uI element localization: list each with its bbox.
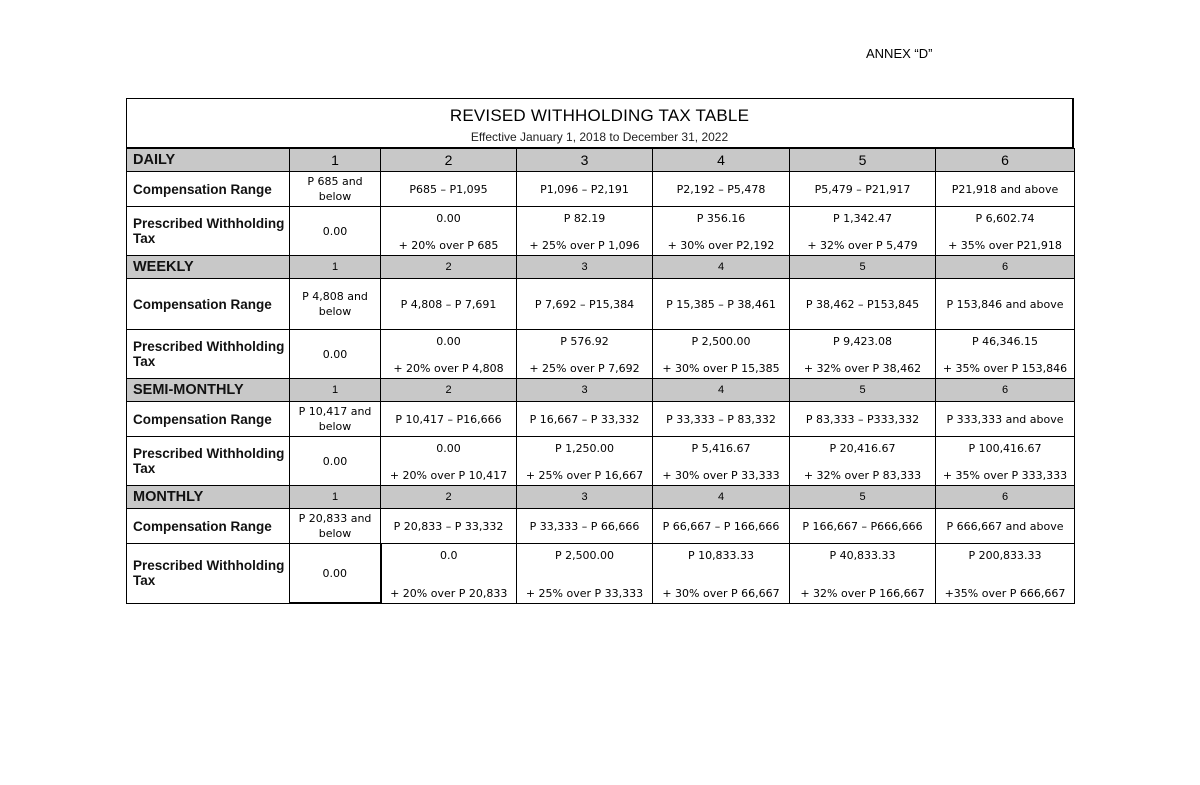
section-header-weekly <box>127 256 1075 279</box>
compensation-range-label: Compensation Range <box>127 509 290 544</box>
tax-rate-over: + 30% over P 33,333 <box>662 469 780 482</box>
compensation-range-cell: P5,479 – P21,917 <box>790 172 936 207</box>
tax-base-amount: 0.00 <box>436 442 461 455</box>
section-header-monthly <box>127 486 1075 509</box>
prescribed-tax-cell <box>381 330 517 379</box>
column-number: 2 <box>381 486 517 509</box>
tax-rate-over: + 25% over P 16,667 <box>525 469 644 482</box>
prescribed-tax-cell <box>517 207 653 256</box>
compensation-range-cell: P 7,692 – P15,384 <box>517 279 653 330</box>
compensation-range-cell: P 333,333 and above <box>936 402 1075 437</box>
prescribed-tax-cell <box>936 207 1075 256</box>
column-number: 1 <box>290 379 381 402</box>
tax-rate-over: + 32% over P 5,479 <box>807 239 918 252</box>
column-number: 4 <box>653 256 790 279</box>
compensation-range-cell: P 83,333 – P333,332 <box>790 402 936 437</box>
prescribed-tax-row <box>127 544 1075 604</box>
compensation-range-label: Compensation Range <box>127 279 290 330</box>
prescribed-tax-cell <box>936 330 1075 379</box>
tax-base-amount: P 1,250.00 <box>554 442 615 455</box>
prescribed-tax-cell: 0.00 <box>290 437 381 486</box>
tax-base-amount: P 9,423.08 <box>832 335 893 348</box>
tax-base-amount: 0.00 <box>436 212 461 225</box>
compensation-range-cell: P 15,385 – P 38,461 <box>653 279 790 330</box>
column-number: 4 <box>653 149 790 172</box>
tax-rate-over: + 30% over P2,192 <box>667 239 775 252</box>
compensation-range-row <box>127 402 1075 437</box>
prescribed-tax-cell <box>517 437 653 486</box>
compensation-range-cell: P2,192 – P5,478 <box>653 172 790 207</box>
tax-base-amount: P 40,833.33 <box>829 549 896 562</box>
prescribed-tax-cell <box>381 544 517 604</box>
column-number: 3 <box>517 149 653 172</box>
column-number: 1 <box>290 486 381 509</box>
tax-rate-over: + 35% over P21,918 <box>948 239 1062 252</box>
section-header-daily <box>127 149 1075 172</box>
column-number: 2 <box>381 149 517 172</box>
tax-base-amount: P 2,500.00 <box>691 335 751 348</box>
section-name: WEEKLY <box>127 256 290 279</box>
tax-rate-over: + 20% over P 10,417 <box>389 469 508 482</box>
tax-rate-over: + 32% over P 38,462 <box>803 362 922 375</box>
tax-rate-over: + 20% over P 685 <box>398 239 499 252</box>
tax-base-amount: P 20,416.67 <box>829 442 896 455</box>
tax-rate-over: + 20% over P 20,833 <box>390 586 508 600</box>
column-number: 5 <box>790 486 936 509</box>
section-name: DAILY <box>127 149 290 172</box>
prescribed-tax-cell <box>653 330 790 379</box>
compensation-range-cell: P 4,808 – P 7,691 <box>381 279 517 330</box>
column-number: 1 <box>290 149 381 172</box>
compensation-range-cell: P 666,667 and above <box>936 509 1075 544</box>
prescribed-tax-cell: 0.00 <box>290 330 381 379</box>
tax-rate-over: +35% over P 666,667 <box>944 586 1066 600</box>
compensation-range-cell: P 166,667 – P666,666 <box>790 509 936 544</box>
compensation-range-cell: P 685 and below <box>290 172 381 207</box>
tax-base-amount: P 5,416.67 <box>691 442 751 455</box>
tax-grid <box>126 148 1075 604</box>
annex-label: ANNEX “D” <box>866 46 933 61</box>
compensation-range-cell: P 10,417 and below <box>290 402 381 437</box>
prescribed-tax-label: Prescribed Withholding Tax <box>127 437 290 486</box>
column-number: 4 <box>653 379 790 402</box>
prescribed-tax-cell <box>790 544 936 604</box>
tax-rate-over: + 35% over P 333,333 <box>942 469 1068 482</box>
tax-base-amount: P 1,342.47 <box>832 212 893 225</box>
column-number: 5 <box>790 256 936 279</box>
table-title-box <box>126 98 1074 148</box>
prescribed-tax-cell <box>936 437 1075 486</box>
tax-rate-over: + 25% over P 33,333 <box>525 586 644 600</box>
column-number: 2 <box>381 379 517 402</box>
column-number: 3 <box>517 486 653 509</box>
prescribed-tax-cell <box>381 437 517 486</box>
compensation-range-label: Compensation Range <box>127 172 290 207</box>
prescribed-tax-cell <box>381 207 517 256</box>
tax-rate-over: + 25% over P 7,692 <box>529 362 640 375</box>
column-number: 2 <box>381 256 517 279</box>
compensation-range-cell: P1,096 – P2,191 <box>517 172 653 207</box>
prescribed-tax-cell <box>790 207 936 256</box>
withholding-tax-table <box>126 98 1074 604</box>
column-number: 1 <box>290 256 381 279</box>
prescribed-tax-cell <box>936 544 1075 604</box>
column-number: 6 <box>936 486 1075 509</box>
prescribed-tax-cell <box>653 207 790 256</box>
column-number: 6 <box>936 256 1075 279</box>
compensation-range-cell: P 33,333 – P 83,332 <box>653 402 790 437</box>
compensation-range-row <box>127 172 1075 207</box>
table-subtitle: Effective January 1, 2018 to December 31, 2022 <box>470 130 729 144</box>
column-number: 3 <box>517 256 653 279</box>
prescribed-tax-cell <box>653 437 790 486</box>
compensation-range-row <box>127 509 1075 544</box>
tax-base-amount: P 200,833.33 <box>968 549 1042 562</box>
prescribed-tax-cell <box>517 330 653 379</box>
section-name: SEMI-MONTHLY <box>127 379 290 402</box>
compensation-range-cell: P 66,667 – P 166,666 <box>653 509 790 544</box>
prescribed-tax-label: Prescribed Withholding Tax <box>127 207 290 256</box>
tax-rate-over: + 32% over P 166,667 <box>800 586 925 600</box>
prescribed-tax-label: Prescribed Withholding Tax <box>127 330 290 379</box>
prescribed-tax-label: Prescribed Withholding Tax <box>127 544 290 604</box>
prescribed-tax-row <box>127 207 1075 256</box>
tax-rate-over: + 20% over P 4,808 <box>393 362 504 375</box>
tax-rate-over: + 30% over P 15,385 <box>662 362 780 375</box>
tax-base-amount: P 356.16 <box>696 212 746 225</box>
section-name: MONTHLY <box>127 486 290 509</box>
compensation-range-cell: P 38,462 – P153,845 <box>790 279 936 330</box>
prescribed-tax-cell <box>790 437 936 486</box>
compensation-range-cell: P 4,808 and below <box>290 279 381 330</box>
tax-base-amount: P 6,602.74 <box>975 212 1035 225</box>
prescribed-tax-cell: 0.00 <box>290 207 381 256</box>
table-title: REVISED WITHHOLDING TAX TABLE <box>449 106 750 125</box>
compensation-range-label: Compensation Range <box>127 402 290 437</box>
column-number: 5 <box>790 379 936 402</box>
column-number: 5 <box>790 149 936 172</box>
tax-base-amount: P 2,500.00 <box>554 549 615 562</box>
column-number: 3 <box>517 379 653 402</box>
compensation-range-cell: P 33,333 – P 66,666 <box>517 509 653 544</box>
tax-base-amount: P 82.19 <box>563 212 606 225</box>
column-number: 6 <box>936 379 1075 402</box>
tax-base-amount: P 576.92 <box>560 335 609 348</box>
prescribed-tax-row <box>127 437 1075 486</box>
compensation-range-cell: P 10,417 – P16,666 <box>381 402 517 437</box>
compensation-range-cell: P685 – P1,095 <box>381 172 517 207</box>
column-number: 6 <box>936 149 1075 172</box>
tax-base-amount: 0.00 <box>436 335 461 348</box>
prescribed-tax-cell: 0.00 <box>290 544 381 604</box>
tax-base-amount: 0.0 <box>440 549 458 562</box>
compensation-range-cell: P21,918 and above <box>936 172 1075 207</box>
tax-base-amount: P 10,833.33 <box>687 549 755 562</box>
compensation-range-cell: P 20,833 and below <box>290 509 381 544</box>
compensation-range-cell: P 16,667 – P 33,332 <box>517 402 653 437</box>
tax-rate-over: + 25% over P 1,096 <box>529 239 640 252</box>
tax-base-amount: P 46,346.15 <box>971 335 1039 348</box>
tax-rate-over: + 32% over P 83,333 <box>803 469 922 482</box>
prescribed-tax-cell <box>653 544 790 604</box>
compensation-range-cell: P 153,846 and above <box>936 279 1075 330</box>
section-header-semi-monthly <box>127 379 1075 402</box>
compensation-range-cell: P 20,833 – P 33,332 <box>381 509 517 544</box>
tax-rate-over: + 35% over P 153,846 <box>942 362 1068 375</box>
column-number: 4 <box>653 486 790 509</box>
tax-rate-over: + 30% over P 66,667 <box>662 586 780 600</box>
prescribed-tax-cell <box>517 544 653 604</box>
compensation-range-row <box>127 279 1075 330</box>
prescribed-tax-row <box>127 330 1075 379</box>
tax-base-amount: P 100,416.67 <box>968 442 1042 455</box>
prescribed-tax-cell <box>790 330 936 379</box>
